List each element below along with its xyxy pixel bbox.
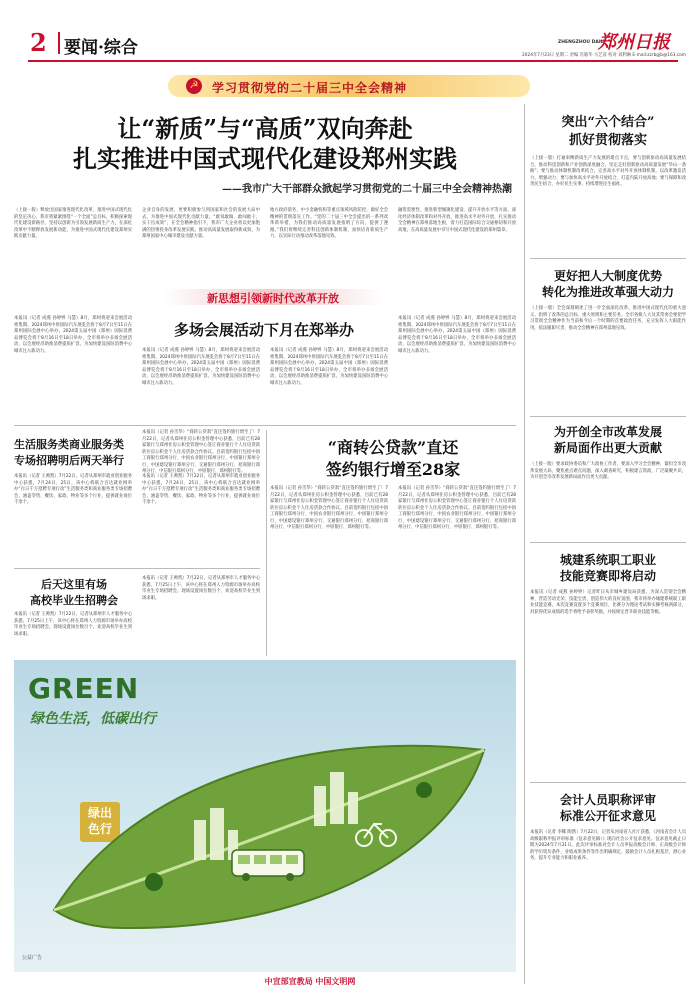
right-story-3 — [530, 420, 686, 540]
page-number: 2 — [30, 28, 47, 57]
story4-headline-2: 技能竞赛即将启动 — [559, 569, 656, 583]
page-divider — [58, 32, 60, 54]
expo-story — [14, 312, 516, 422]
expo-headline: 多场会展活动下月在郑举办 — [173, 321, 354, 339]
story1-headline-1: 突出“六个结合” — [561, 115, 655, 130]
expo-column-4: 本报讯（记者 成燕 孙婷婷 马慧）8月，郑州将迎来会展活动密集期。2024郑州中原国际汽车展览会将于8月7日至11日在郑州国际会展中心举办，2024第五届中国（郑州）国际消费品博览会将于8月16日至18日举办，全市将举办多场会展活动，以会展经济助推消费提质扩容，为加快建设国际消费中心城市注入新动力。 — [398, 316, 516, 354]
masthead-date-line: 2024年7月23日 星期二 责编 肖敏华 马艺彦 校对 刘利琳 E-mail:zzrbgjb@163.com — [522, 53, 686, 58]
masthead-rule — [28, 60, 678, 62]
right-column-divider — [524, 104, 525, 984]
banner-title: 学习贯彻党的二十届三中全会精神 — [212, 81, 408, 95]
divider — [14, 568, 260, 569]
notice-banner-title: 新思想引领新时代改革开放 — [207, 292, 339, 305]
graduate-column-2: 本报讯（记者 王帅凯）7月22日，记者从郑州市人才服务中心获悉，7月25日上午，该中心将在郑州人力资源市场举办高校毕业生专场招聘会，现场设置岗位数百个，欢迎高校毕业生到场求职。 — [142, 576, 260, 601]
masthead — [0, 0, 690, 66]
lead-headline-1: 让“新质”与“高质”双向奔赴 — [117, 114, 413, 143]
right-story-5 — [530, 786, 686, 992]
lead-column-4: 融资需要性、推进新型城镇化建设、提升开放水平等方面，深化经济体制改革和对外开放，推进高水平对外开放，扎实推动全会精神在郑州落地生根，着力打造国际综合交通枢纽和开放高地，在高质量发展中书写中国式现代化建设的郑州篇章。 — [398, 208, 516, 233]
ad-slogan: 绿色生活，低碳出行 — [30, 711, 156, 727]
loan-column-1: 本报讯（记者 孙雪华）“商转公贷款”直还签约银行增至了！7月22日，记者从郑州住房公积金管理中心获悉，目前已有28家银行与郑州住房公积金管理中心签订商业银行个人住房贷款转住房公积金个人住房贷款合作协议。目前签约银行包括中国工商银行郑州分行、中国农业银行郑州分行、中国银行郑州分行、中国建设银行郑州分行、交通银行郑州分行、招商银行郑州分行、中信银行郑州分行、中原银行、郑州银行等。 — [142, 430, 260, 474]
story4-body: 本报讯（记者 成燕 孙婷婷）记者昨日从市城乡建设局获悉，为深入贯彻全会精神，营造劳动光荣、技能宝贵、创造伟大的良好氛围，我市将举办城建系统职工职业技能竞赛。本次竞赛设置多个竞赛项目，比赛分为理论考试和实操考核两部分，对获得优异成绩的选手将给予表彰奖励，并按规定晋升职业技能等级。 — [530, 590, 686, 615]
right-story-4 — [530, 546, 686, 756]
section-title: 要闻·综合 — [64, 38, 138, 58]
divider — [530, 542, 686, 543]
story2-headline-1: 更好把人大制度优势 — [553, 269, 662, 283]
party-emblem-icon: ☭ — [186, 78, 202, 94]
graduate-headline-1: 后天这里有场 — [41, 578, 107, 591]
story3-body: （上接一版）要求政协委员和广大政协工作者，要深入学习全会精神，紧扣全市改革发展大局，聚焦重点难点问题，深入调查研究，积极建言资政，广泛凝聚共识，为开创全市改革发展新局面作出更大贡献。 — [530, 462, 686, 480]
consumption-headline-2: 专场招聘明后两天举行 — [14, 454, 124, 467]
graduate-headline-2: 高校毕业生招聘会 — [30, 594, 118, 607]
story5-headline-1: 会计人员职称评审 — [559, 793, 656, 807]
right-story-2 — [530, 262, 686, 414]
divider — [14, 425, 516, 426]
story1-headline-2: 抓好贯彻落实 — [568, 133, 647, 148]
lead-subtitle: ——我市广大干部群众掀起学习贯彻党的二十届三中全会精神热潮 — [222, 184, 512, 195]
right-story-1 — [530, 108, 686, 258]
lead-story — [14, 100, 516, 302]
newspaper-logo: 郑州日报 — [598, 32, 670, 53]
loan-column-2: 本报讯（记者 孙雪华）“商转公贷款”直还签约银行增至了！7月22日，记者从郑州住房公积金管理中心获悉，目前已有28家银行与郑州住房公积金管理中心签订商业银行个人住房贷款转住房公积金个人住房贷款合作协议。目前签约银行包括中国工商银行郑州分行、中国农业银行郑州分行、中国银行郑州分行、中国建设银行郑州分行、交通银行郑州分行、招商银行郑州分行、中信银行郑州分行、中原银行、郑州银行等。 — [270, 486, 388, 530]
expo-column-1: 本报讯（记者 成燕 孙婷婷 马慧）8月，郑州将迎来会展活动密集期。2024郑州中原国际汽车展览会将于8月7日至11日在郑州国际会展中心举办，2024第五届中国（郑州）国际消费品博览会将于8月16日至18日举办，全市将举办多场会展活动，以会展经济助推消费提质扩容，为加快建设国际消费中心城市注入新动力。 — [14, 316, 132, 354]
expo-column-2: 本报讯（记者 成燕 孙婷婷 马慧）8月，郑州将迎来会展活动密集期。2024郑州中原国际汽车展览会将于8月7日至11日在郑州国际会展中心举办，2024第五届中国（郑州）国际消费品博览会将于8月16日至18日举办，全市将举办多场会展活动，以会展经济助推消费提质扩容，为加快建设国际消费中心城市注入新动力。 — [142, 348, 260, 386]
story5-headline-2: 标准公开征求意见 — [559, 809, 656, 823]
masthead-pinyin: ZHENGZHOU DAILY — [558, 40, 606, 45]
graduate-column-1: 本报讯（记者 王帅凯）7月22日，记者从郑州市人才服务中心获悉，7月25日上午，该中心将在郑州人力资源市场举办高校毕业生专场招聘会，现场设置岗位数百个，欢迎高校毕业生到场求职。 — [14, 612, 132, 637]
lead-column-1: （上接一版）释放出国家推进现代化改革、推进中国式现代化的坚定决心，我市将紧紧围绕“一个全面”总目标，积极探索现代化建设新路径，坚持以创新为引领发展新质生产力，在深化改革中不断释放发展新动能，为推进中国式现代化建设郑州实践贡献力量。 — [14, 208, 132, 239]
lead-column-2: 企业自身的发展，更要积极参与到国家和社会的发展大局中去，为推进中国式现代化贡献力量。“敢说敢做、敢闯敢干，实干出成效”，在全会精神指引下，我市广大企业将以更加饱满的热情投身改革发展实践，推动高质量发展取得新成效，为郑州国家中心城市建设贡献力量。 — [142, 208, 260, 239]
divider — [530, 258, 686, 259]
ad-credit: 中宣部宣教局 中国文明网 — [264, 977, 356, 986]
consumption-column-2: 本报讯（记者 王帅凯）7月22日，记者从郑州市就业创业服务中心获悉，7月24日、25日，该中心将联合百达就业网举办“百日千万招聘专项行动”生活服务类和商业服务类专场招聘会，涵盖零售、餐饮、家政、物业等多个行业，提供就业岗位千余个。 — [142, 474, 260, 505]
loan-headline-1: “商转公贷款”直还 — [327, 438, 459, 457]
divider — [530, 782, 686, 783]
story2-body: （上接一版）全会深刻阐述了进一步全面深化改革、推进中国式现代化的重大意义，指明了改革的总目标、重大原则和主要任务。全市各级人大及其常委会要把学习贯彻全会精神作为当前和今后一个时期的首要政治任务，充分发挥人大职能作用，依法履职尽责，推动全会精神在郑州落地见效。 — [530, 306, 686, 331]
loan-headline-2: 签约银行增至28家 — [325, 460, 461, 479]
divider — [530, 416, 686, 417]
story2-headline-2: 转化为推进改革强大动力 — [541, 285, 674, 299]
bus-icon — [232, 850, 304, 881]
loan-column-3: 本报讯（记者 孙雪华）“商转公贷款”直还签约银行增至了！7月22日，记者从郑州住房公积金管理中心获悉，目前已有28家银行与郑州住房公积金管理中心签订商业银行个人住房贷款转住房公积金个人住房贷款合作协议。目前签约银行包括中国工商银行郑州分行、中国农业银行郑州分行、中国银行郑州分行、中国建设银行郑州分行、交通银行郑州分行、招商银行郑州分行、中信银行郑州分行、中原银行、郑州银行等。 — [398, 486, 516, 530]
ad-seal-line-1: 绿出 — [87, 806, 112, 820]
lead-column-3: 地方政府债务、中小金融机构等重点领域风险防控，做好全会精神的贯彻落实工作。“党的二十届三中全会提出的一系列改革新举措，为我们推动高质量发展指明了方向，提供了遵循。”我们将继续完善科技创新体制机制，加快培育新质生产力，以实际行动推动改革落地见效。 — [270, 208, 388, 239]
divider — [266, 430, 267, 656]
notice-banner — [163, 289, 383, 305]
leaf-illustration — [14, 660, 516, 972]
public-service-ad — [14, 660, 516, 972]
story4-headline-1: 城建系统职工职业 — [559, 553, 656, 567]
story3-headline-2: 新局面作出更大贡献 — [553, 441, 662, 455]
consumption-column-1: 本报讯（记者 王帅凯）7月22日，记者从郑州市就业创业服务中心获悉，7月24日、25日，该中心将联合百达就业网举办“百日千万招聘专项行动”生活服务类和商业服务类专场招聘会，涵盖零售、餐饮、家政、物业等多个行业，提供就业岗位千余个。 — [14, 474, 132, 505]
leaf-shape — [54, 746, 484, 928]
story5-body: 本报讯（记者 李娜 陶然）7月22日，记者从河南省人社厅获悉，《河南省会计人员高级职称申报评审标准（征求意见稿）》现向社会公开征求意见。征求意见截止日期为2024年7月31日。此次评审标准对会计人员申报高级会计师、正高级会计师的学历资历条件、业绩成果条件等作出明确规定，鼓励会计人员扎根基层、潜心业务，提升专业能力和职业素养。 — [530, 830, 686, 861]
expo-column-3: 本报讯（记者 成燕 孙婷婷 马慧）8月，郑州将迎来会展活动密集期。2024郑州中原国际汽车展览会将于8月7日至11日在郑州国际会展中心举办，2024第五届中国（郑州）国际消费品博览会将于8月16日至18日举办，全市将举办多场会展活动，以会展经济助推消费提质扩容，为加快建设国际消费中心城市注入新动力。 — [270, 348, 388, 386]
story1-body: （上接一版）打通束缚新质生产力发展的堵点卡点，要与创新驱动高质量发展结合，推动科技创新和产业创新深度融合，坚定走好创新驱动高质量发展“华山一条路”；要与推动体制机制改革结合，完善高水平对外开放体制机制，以改革激发活力、增强动力；要与加快高水平对外开放结合，打造内陆开放高地；要与保障和改善民生结合，办好民生实事，持续增进民生福祉。 — [530, 156, 686, 187]
theme-banner — [168, 75, 530, 97]
consumption-headline-1: 生活服务类商业服务类 — [14, 438, 124, 451]
story3-headline-1: 为开创全市改革发展 — [553, 425, 662, 439]
lead-headline-2: 扎实推进中国式现代化建设郑州实践 — [73, 144, 457, 173]
ad-corner-note: 公益广告 — [22, 955, 43, 961]
ad-seal-line-2: 色行 — [87, 822, 112, 836]
ad-label: GREEN — [28, 672, 140, 705]
